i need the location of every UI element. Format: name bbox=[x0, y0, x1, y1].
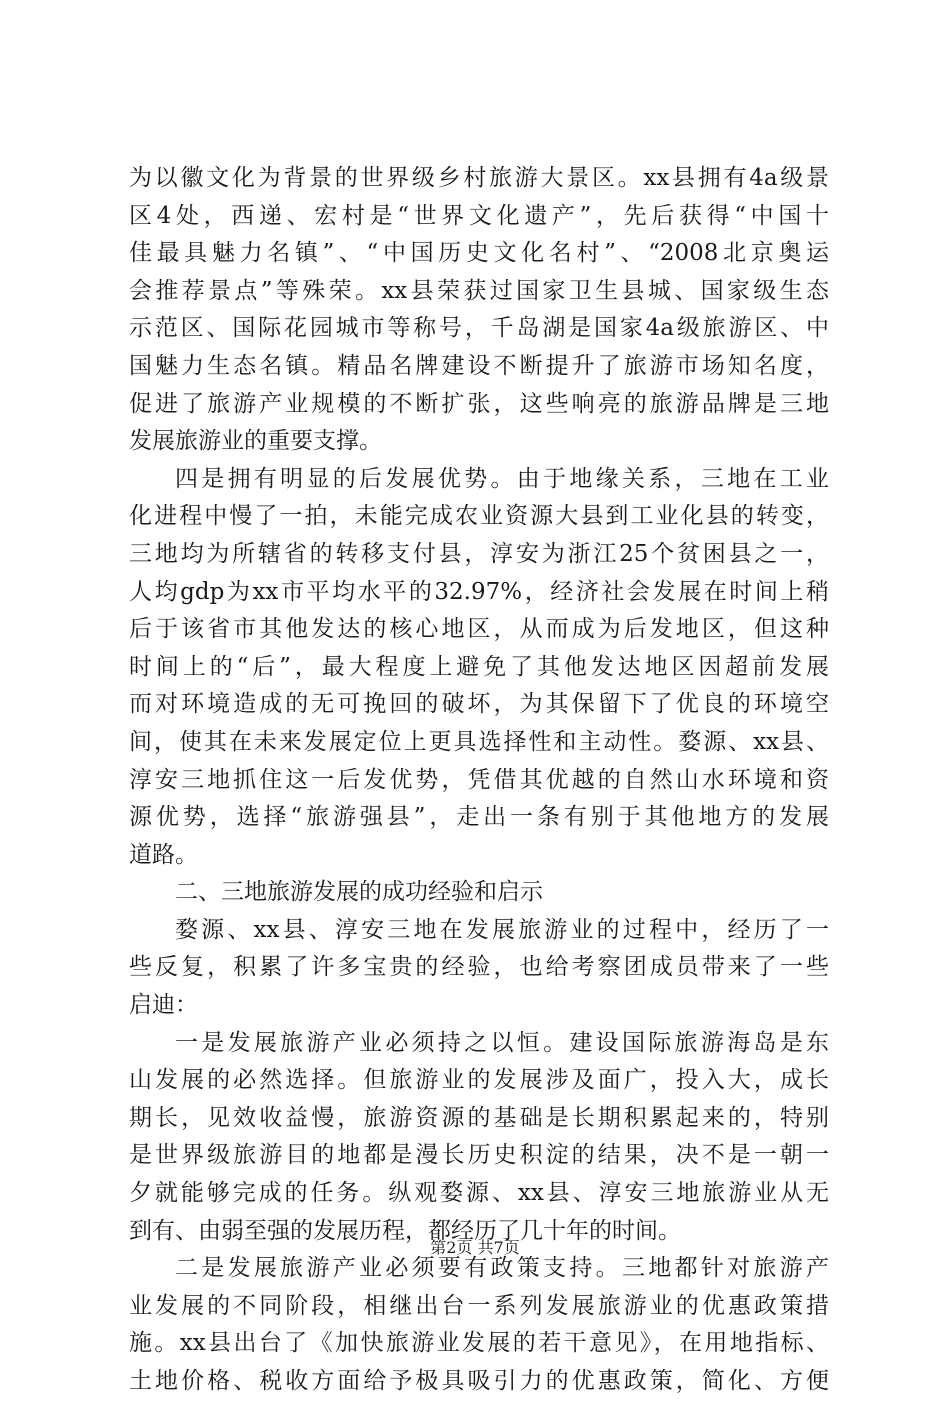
text-line: 源优势，选择“旅游强县”，走出一条有别于其他地方的发展 bbox=[129, 804, 829, 831]
text-line: 婺源、xx县、淳安三地在发展旅游业的过程中，经历了一 bbox=[175, 916, 829, 943]
page-number-label: 第2页 共7页 bbox=[430, 1238, 520, 1257]
text-line: 夕就能够完成的任务。纵观婺源、xx县、淳安三地旅游业从无 bbox=[129, 1180, 829, 1207]
text-line: 业发展的不同阶段，相继出台一系列发展旅游业的优惠政策措 bbox=[129, 1292, 829, 1319]
text-line: 施。xx县出台了《加快旅游业发展的若干意见》，在用地指标、 bbox=[129, 1330, 829, 1357]
text-line: 二是发展旅游产业必须要有政策支持。三地都针对旅游产 bbox=[175, 1255, 829, 1282]
text-line: 山发展的必然选择。但旅游业的发展涉及面广，投入大，成长 bbox=[129, 1067, 829, 1094]
text-line: 四是拥有明显的后发展优势。由于地缘关系，三地在工业 bbox=[175, 465, 829, 492]
text-line: 示范区、国际花园城市等称号，千岛湖是国家4a级旅游区、中 bbox=[129, 315, 829, 342]
text-line: 二、三地旅游发展的成功经验和启示 bbox=[175, 879, 543, 906]
text-line: 是世界级旅游目的地都是漫长历史积淀的结果，决不是一朝一 bbox=[129, 1142, 829, 1169]
text-line: 启迪： bbox=[129, 992, 198, 1019]
text-line: 土地价格、税收方面给予极具吸引力的优惠政策，简化、方便 bbox=[129, 1368, 829, 1394]
text-line: 三地均为所辖省的转移支付县，淳安为浙江25个贫困县之一， bbox=[129, 540, 829, 567]
text-line: 区4处，西递、宏村是“世界文化遗产”，先后获得“中国十 bbox=[129, 202, 829, 229]
page-footer bbox=[0, 1238, 950, 1258]
text-line: 人均gdp为xx市平均水平的32.97%，经济社会发展在时间上稍 bbox=[129, 578, 829, 605]
text-line: 些反复，积累了许多宝贵的经验，也给考察团成员带来了一些 bbox=[129, 954, 829, 981]
text-line: 道路。 bbox=[129, 841, 198, 868]
text-line: 淳安三地抓住这一后发优势，凭借其优越的自然山水环境和资 bbox=[129, 766, 829, 793]
text-line: 到有、由弱至强的发展历程，都经历了几十年的时间。 bbox=[129, 1217, 681, 1244]
text-line: 时间上的“后”，最大程度上避免了其他发达地区因超前发展 bbox=[129, 653, 829, 680]
text-line: 佳最具魅力名镇”、“中国历史文化名村”、“2008北京奥运 bbox=[129, 240, 829, 267]
text-line: 期长，见效收益慢，旅游资源的基础是长期积累起来的，特别 bbox=[129, 1104, 829, 1131]
text-line: 一是发展旅游产业必须持之以恒。建设国际旅游海岛是东 bbox=[175, 1029, 829, 1056]
text-line: 会推荐景点”等殊荣。xx县荣获过国家卫生县城、国家级生态 bbox=[129, 277, 829, 304]
document-body bbox=[129, 160, 829, 1401]
text-line: 化进程中慢了一拍，未能完成农业资源大县到工业化县的转变， bbox=[129, 503, 829, 530]
text-line: 为以徽文化为背景的世界级乡村旅游大景区。xx县拥有4a级景 bbox=[129, 165, 829, 191]
text-line: 后于该省市其他发达的核心地区，从而成为后发地区，但这种 bbox=[129, 616, 829, 643]
text-line: 国魅力生态名镇。精品名牌建设不断提升了旅游市场知名度， bbox=[129, 352, 829, 379]
text-line: 发展旅游业的重要支撑。 bbox=[129, 428, 382, 455]
text-line: 促进了旅游产业规模的不断扩张，这些响亮的旅游品牌是三地 bbox=[129, 390, 829, 417]
text-line: 而对环境造成的无可挽回的破坏，为其保留下了优良的环境空 bbox=[129, 691, 829, 718]
text-line: 间，使其在未来发展定位上更具选择性和主动性。婺源、xx县、 bbox=[129, 728, 829, 755]
